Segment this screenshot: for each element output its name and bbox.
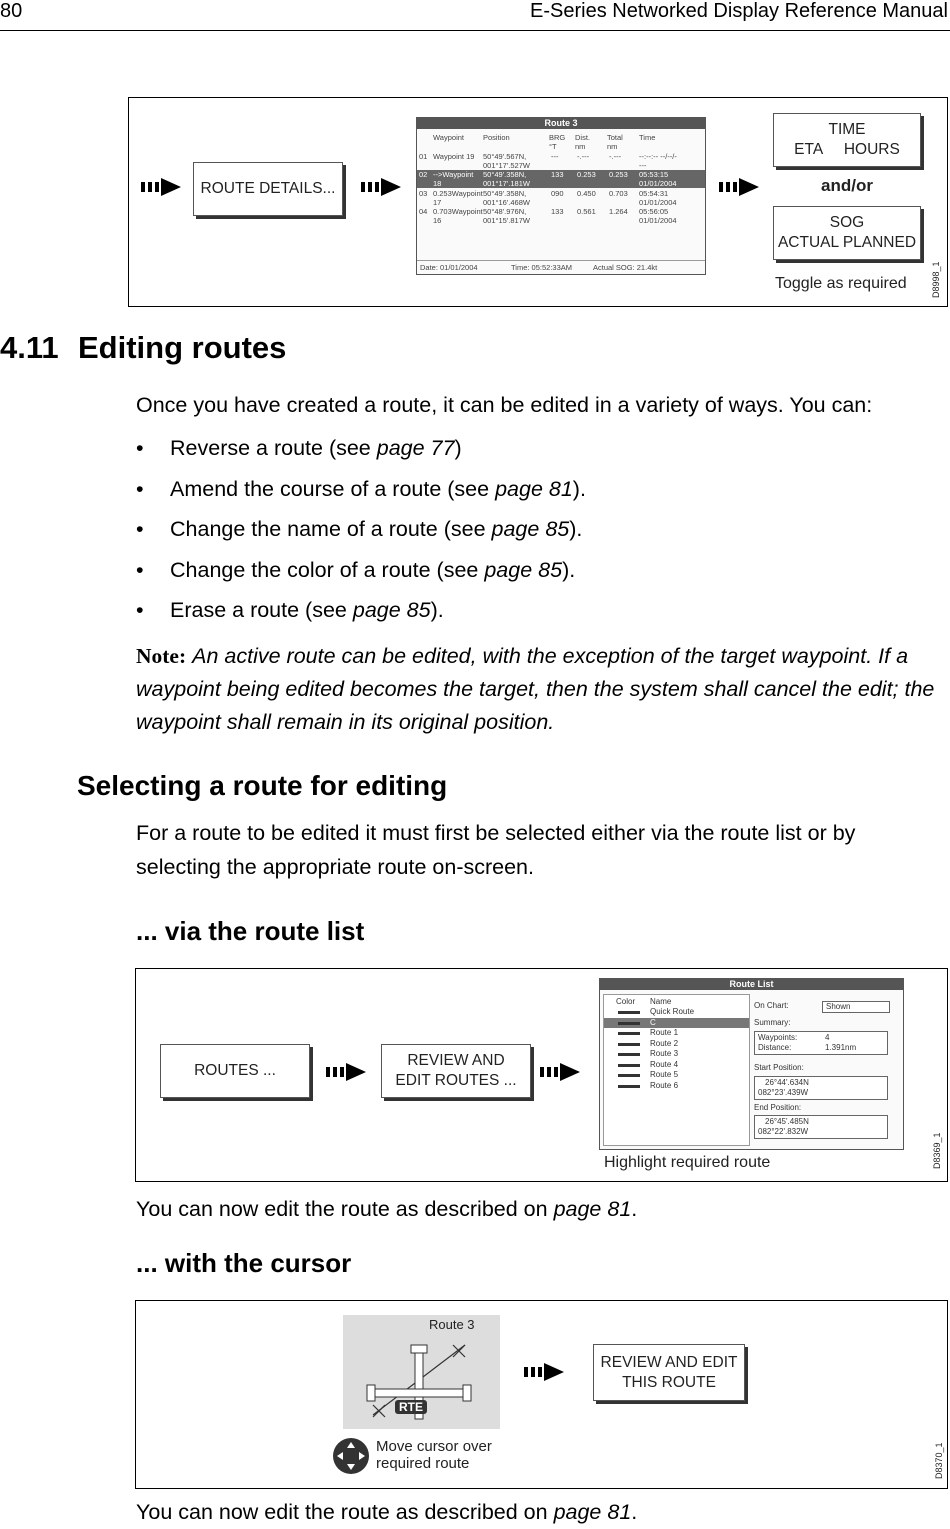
col-total: Total nm bbox=[607, 133, 623, 151]
bullet-icon: • bbox=[136, 477, 144, 501]
start-position-box bbox=[754, 1076, 888, 1100]
col-position: Position bbox=[483, 133, 510, 142]
name-column-header: Name bbox=[650, 997, 672, 1006]
footer-sog: Actual SOG: 21.4kt bbox=[593, 263, 658, 272]
bullet-icon: • bbox=[136, 517, 144, 541]
after-cursor-end: . bbox=[631, 1500, 638, 1524]
list-item[interactable] bbox=[604, 1081, 749, 1092]
row-dist: 0.253 bbox=[577, 170, 596, 179]
row-pos: 50°49'.358N, 001°16'.468W bbox=[483, 189, 530, 207]
review-key-line1: REVIEW AND bbox=[407, 1052, 505, 1069]
row-total: 0.253 bbox=[609, 170, 628, 179]
time-eta-hours-key[interactable] bbox=[773, 113, 921, 167]
start-latitude: 26°44'.634N bbox=[765, 1078, 809, 1087]
time-key-line1: TIME bbox=[828, 121, 866, 138]
end-latitude: 26°45'.485N bbox=[765, 1117, 809, 1126]
route-color-swatch bbox=[618, 1053, 640, 1056]
screen-footer-divider bbox=[417, 260, 705, 261]
manual-title: E-Series Networked Display Reference Manual bbox=[530, 0, 948, 22]
after-list-text: You can now edit the route as described on bbox=[136, 1197, 554, 1221]
arrow-icon bbox=[326, 1059, 374, 1085]
page-link[interactable]: page 85 bbox=[491, 517, 570, 541]
bullet-text: Change the color of a route (see bbox=[170, 558, 485, 582]
review-this-key-line2: THIS ROUTE bbox=[622, 1373, 716, 1391]
route3-screen-title: Route 3 bbox=[417, 118, 705, 129]
bullet-end: ). bbox=[562, 558, 576, 582]
list-item[interactable] bbox=[604, 1060, 749, 1071]
sog-actual-planned-key[interactable] bbox=[773, 206, 921, 260]
selecting-heading: Selecting a route for editing bbox=[77, 770, 448, 801]
after-cursor-paragraph bbox=[136, 1495, 946, 1529]
note-paragraph bbox=[136, 640, 946, 739]
row-brg: 090 bbox=[551, 189, 564, 198]
with-cursor-heading: ... with the cursor bbox=[136, 1248, 352, 1278]
list-item[interactable] bbox=[604, 1028, 749, 1039]
row-name: -->Waypoint 18 bbox=[433, 170, 474, 188]
after-route-list-paragraph bbox=[136, 1192, 946, 1226]
route3-screen-footer bbox=[417, 263, 705, 273]
row-time: --:--:-- --/--/---- bbox=[639, 152, 677, 170]
list-item[interactable] bbox=[604, 1039, 749, 1050]
route-details-key-label: ROUTE DETAILS... bbox=[200, 180, 336, 197]
row-dist: 0.561 bbox=[577, 207, 596, 216]
route-name: Route 5 bbox=[650, 1070, 679, 1079]
bullet-text: Erase a route (see bbox=[170, 598, 353, 622]
toggle-caption: Toggle as required bbox=[775, 275, 907, 292]
route-color-swatch bbox=[618, 1032, 640, 1035]
intro-paragraph: Once you have created a route, it can be edited in a variety of ways. You can: bbox=[136, 393, 873, 417]
section-heading bbox=[0, 330, 286, 366]
distance-value: 1.391nm bbox=[825, 1043, 857, 1052]
cursor-pad-icon bbox=[333, 1438, 369, 1474]
row-pos: 50°48'.976N, 001°15'.817W bbox=[483, 207, 530, 225]
arrow-icon bbox=[719, 174, 767, 200]
start-longitude: 082°23'.439W bbox=[758, 1088, 809, 1097]
header-rule bbox=[0, 30, 950, 31]
route-name: Route 2 bbox=[650, 1038, 679, 1048]
col-brg: BRG °T bbox=[549, 133, 566, 151]
note-text: An active route can be edited, with the exception of the target waypoint. If a waypoint being edited becomes the target, then the system shall cancel the edit; the waypoint shall remain in its original position. bbox=[136, 644, 935, 734]
bullet-icon: • bbox=[136, 436, 144, 460]
figure-id: D8369_1 bbox=[932, 1132, 942, 1169]
row-num: 02 bbox=[419, 170, 428, 179]
col-dist: Dist. nm bbox=[575, 133, 590, 151]
row-name: 0.703Waypoint 16 bbox=[433, 207, 483, 225]
row-total: 0.703 bbox=[609, 189, 628, 198]
end-position-label: End Position: bbox=[754, 1103, 802, 1112]
on-chart-value[interactable]: Shown bbox=[822, 1001, 890, 1013]
review-edit-routes-key[interactable] bbox=[381, 1044, 531, 1098]
sog-key-line1: SOG bbox=[829, 214, 865, 231]
route-color-swatch bbox=[618, 1043, 640, 1046]
review-this-key-line1: REVIEW AND EDIT bbox=[600, 1353, 738, 1371]
via-route-list-heading: ... via the route list bbox=[136, 916, 365, 946]
figure-id: D8370_1 bbox=[934, 1442, 944, 1479]
note-label: Note: bbox=[136, 644, 187, 668]
arrow-icon bbox=[361, 174, 409, 200]
list-item[interactable] bbox=[604, 1070, 749, 1081]
end-longitude: 082°22'.832W bbox=[758, 1127, 809, 1136]
route-name: Route 1 bbox=[650, 1028, 679, 1037]
page-link[interactable]: page 81 bbox=[495, 477, 573, 501]
row-brg: 133 bbox=[551, 207, 564, 216]
section-title: Editing routes bbox=[78, 330, 287, 365]
cursor-figure bbox=[135, 1300, 948, 1489]
row-name: 0.253Waypoint 17 bbox=[433, 189, 483, 207]
waypoints-label: Waypoints: bbox=[758, 1033, 798, 1042]
page-link[interactable]: page 77 bbox=[376, 436, 455, 460]
row-dist: 0.450 bbox=[577, 189, 596, 198]
route-name: C bbox=[650, 1017, 656, 1027]
row-pos: 50°49'.567N, 001°17'.527W bbox=[483, 152, 530, 170]
table-row[interactable] bbox=[417, 170, 705, 188]
list-item[interactable] bbox=[604, 1018, 749, 1029]
route-list-panel bbox=[603, 994, 750, 1146]
list-item bbox=[136, 477, 586, 502]
route-details-key[interactable] bbox=[193, 162, 343, 216]
after-list-end: . bbox=[631, 1197, 638, 1221]
distance-label: Distance: bbox=[758, 1043, 792, 1052]
table-row[interactable] bbox=[417, 152, 705, 170]
route-name: Quick Route bbox=[650, 1007, 695, 1016]
bullet-end: ). bbox=[572, 477, 586, 501]
row-num: 04 bbox=[419, 207, 428, 216]
end-position-box bbox=[754, 1115, 888, 1139]
route3-screen bbox=[416, 117, 706, 275]
footer-date: Date: 01/01/2004 bbox=[420, 263, 478, 272]
page-number: 80 bbox=[0, 0, 23, 22]
row-total: -.--- bbox=[609, 152, 622, 161]
cursor-caption bbox=[376, 1438, 492, 1472]
page-link[interactable]: page 85 bbox=[352, 598, 431, 622]
route-color-swatch bbox=[618, 1074, 640, 1077]
row-total: 1.264 bbox=[609, 207, 628, 216]
route-list-figure bbox=[135, 968, 948, 1182]
list-item bbox=[136, 598, 444, 623]
row-time: 05:53:15 01/01/2004 bbox=[639, 170, 677, 188]
page-link[interactable]: page 81 bbox=[553, 1500, 632, 1524]
bullet-icon: • bbox=[136, 598, 144, 622]
route-label: Route 3 bbox=[429, 1317, 475, 1332]
row-time: 05:56:05 01/01/2004 bbox=[639, 207, 677, 225]
list-item[interactable] bbox=[604, 1007, 749, 1018]
col-waypoint: Waypoint bbox=[433, 133, 464, 142]
bullet-text: Change the name of a route (see bbox=[170, 517, 492, 541]
review-edit-this-route-key[interactable] bbox=[593, 1344, 745, 1401]
list-item bbox=[136, 436, 462, 461]
table-row[interactable] bbox=[417, 189, 705, 207]
chart-thumbnail bbox=[343, 1315, 500, 1429]
route-name: Route 3 bbox=[650, 1049, 679, 1058]
route-color-swatch bbox=[618, 1022, 640, 1025]
row-brg: --- bbox=[551, 152, 559, 161]
after-cursor-text: You can now edit the route as described on bbox=[136, 1500, 554, 1524]
route-details-figure bbox=[128, 97, 948, 307]
list-item[interactable] bbox=[604, 1049, 749, 1060]
waypoints-value: 4 bbox=[825, 1033, 830, 1042]
bullet-end: ). bbox=[569, 517, 583, 541]
color-column-header: Color bbox=[616, 997, 636, 1006]
cursor-caption-line1: Move cursor over bbox=[376, 1438, 492, 1455]
row-dist: -.--- bbox=[577, 152, 590, 161]
cursor-caption-line2: required route bbox=[376, 1455, 470, 1472]
review-key-line2: EDIT ROUTES ... bbox=[395, 1072, 517, 1089]
bullet-text: Reverse a route (see bbox=[170, 436, 377, 460]
route-list-screen bbox=[599, 978, 904, 1150]
route3-table-header bbox=[417, 133, 705, 153]
section-number: 4.11 bbox=[0, 330, 59, 365]
figure-id: D8998_1 bbox=[931, 261, 941, 298]
row-num: 03 bbox=[419, 189, 428, 198]
time-key-line2: ETA HOURS bbox=[794, 141, 900, 158]
sog-key-line2: ACTUAL PLANNED bbox=[777, 234, 917, 251]
row-num: 01 bbox=[419, 152, 428, 161]
bullet-icon: • bbox=[136, 558, 144, 582]
route-color-swatch bbox=[618, 1064, 640, 1067]
routes-key[interactable] bbox=[160, 1044, 310, 1098]
on-chart-label: On Chart: bbox=[754, 1001, 789, 1010]
routes-key-label: ROUTES ... bbox=[194, 1062, 276, 1079]
footer-time: Time: 05:52:33AM bbox=[511, 263, 572, 272]
and-or-label: and/or bbox=[821, 176, 873, 195]
arrow-icon bbox=[141, 174, 189, 200]
table-row[interactable] bbox=[417, 207, 705, 225]
bullet-end: ). bbox=[430, 598, 444, 622]
page-link[interactable]: page 81 bbox=[553, 1197, 632, 1221]
bullet-end: ) bbox=[454, 436, 462, 460]
row-pos: 50°49'.358N, 001°17'.181W bbox=[483, 170, 530, 188]
bullet-text: Amend the course of a route (see bbox=[170, 477, 496, 501]
rte-badge: RTE bbox=[395, 1400, 427, 1414]
row-brg: 133 bbox=[551, 170, 564, 179]
start-position-label: Start Position: bbox=[754, 1063, 804, 1072]
arrow-icon bbox=[524, 1359, 572, 1385]
row-name: Waypoint 19 bbox=[433, 152, 475, 161]
row-time: 05:54:31 01/01/2004 bbox=[639, 189, 677, 207]
route-name: Route 6 bbox=[650, 1080, 679, 1090]
arrow-icon bbox=[540, 1059, 588, 1085]
selecting-paragraph: For a route to be edited it must first be selected either via the route list or by selecting the appropriate route on-screen. bbox=[136, 821, 856, 879]
route-color-swatch bbox=[618, 1085, 640, 1088]
page-link[interactable]: page 85 bbox=[484, 558, 563, 582]
summary-label: Summary: bbox=[754, 1018, 791, 1027]
list-item bbox=[136, 558, 575, 583]
highlight-caption: Highlight required route bbox=[604, 1154, 771, 1171]
list-item bbox=[136, 517, 582, 542]
route-name: Route 4 bbox=[650, 1059, 679, 1069]
route-list-title: Route List bbox=[600, 979, 903, 990]
col-time: Time bbox=[639, 133, 656, 142]
route-color-swatch bbox=[618, 1011, 640, 1014]
summary-box bbox=[754, 1031, 888, 1055]
